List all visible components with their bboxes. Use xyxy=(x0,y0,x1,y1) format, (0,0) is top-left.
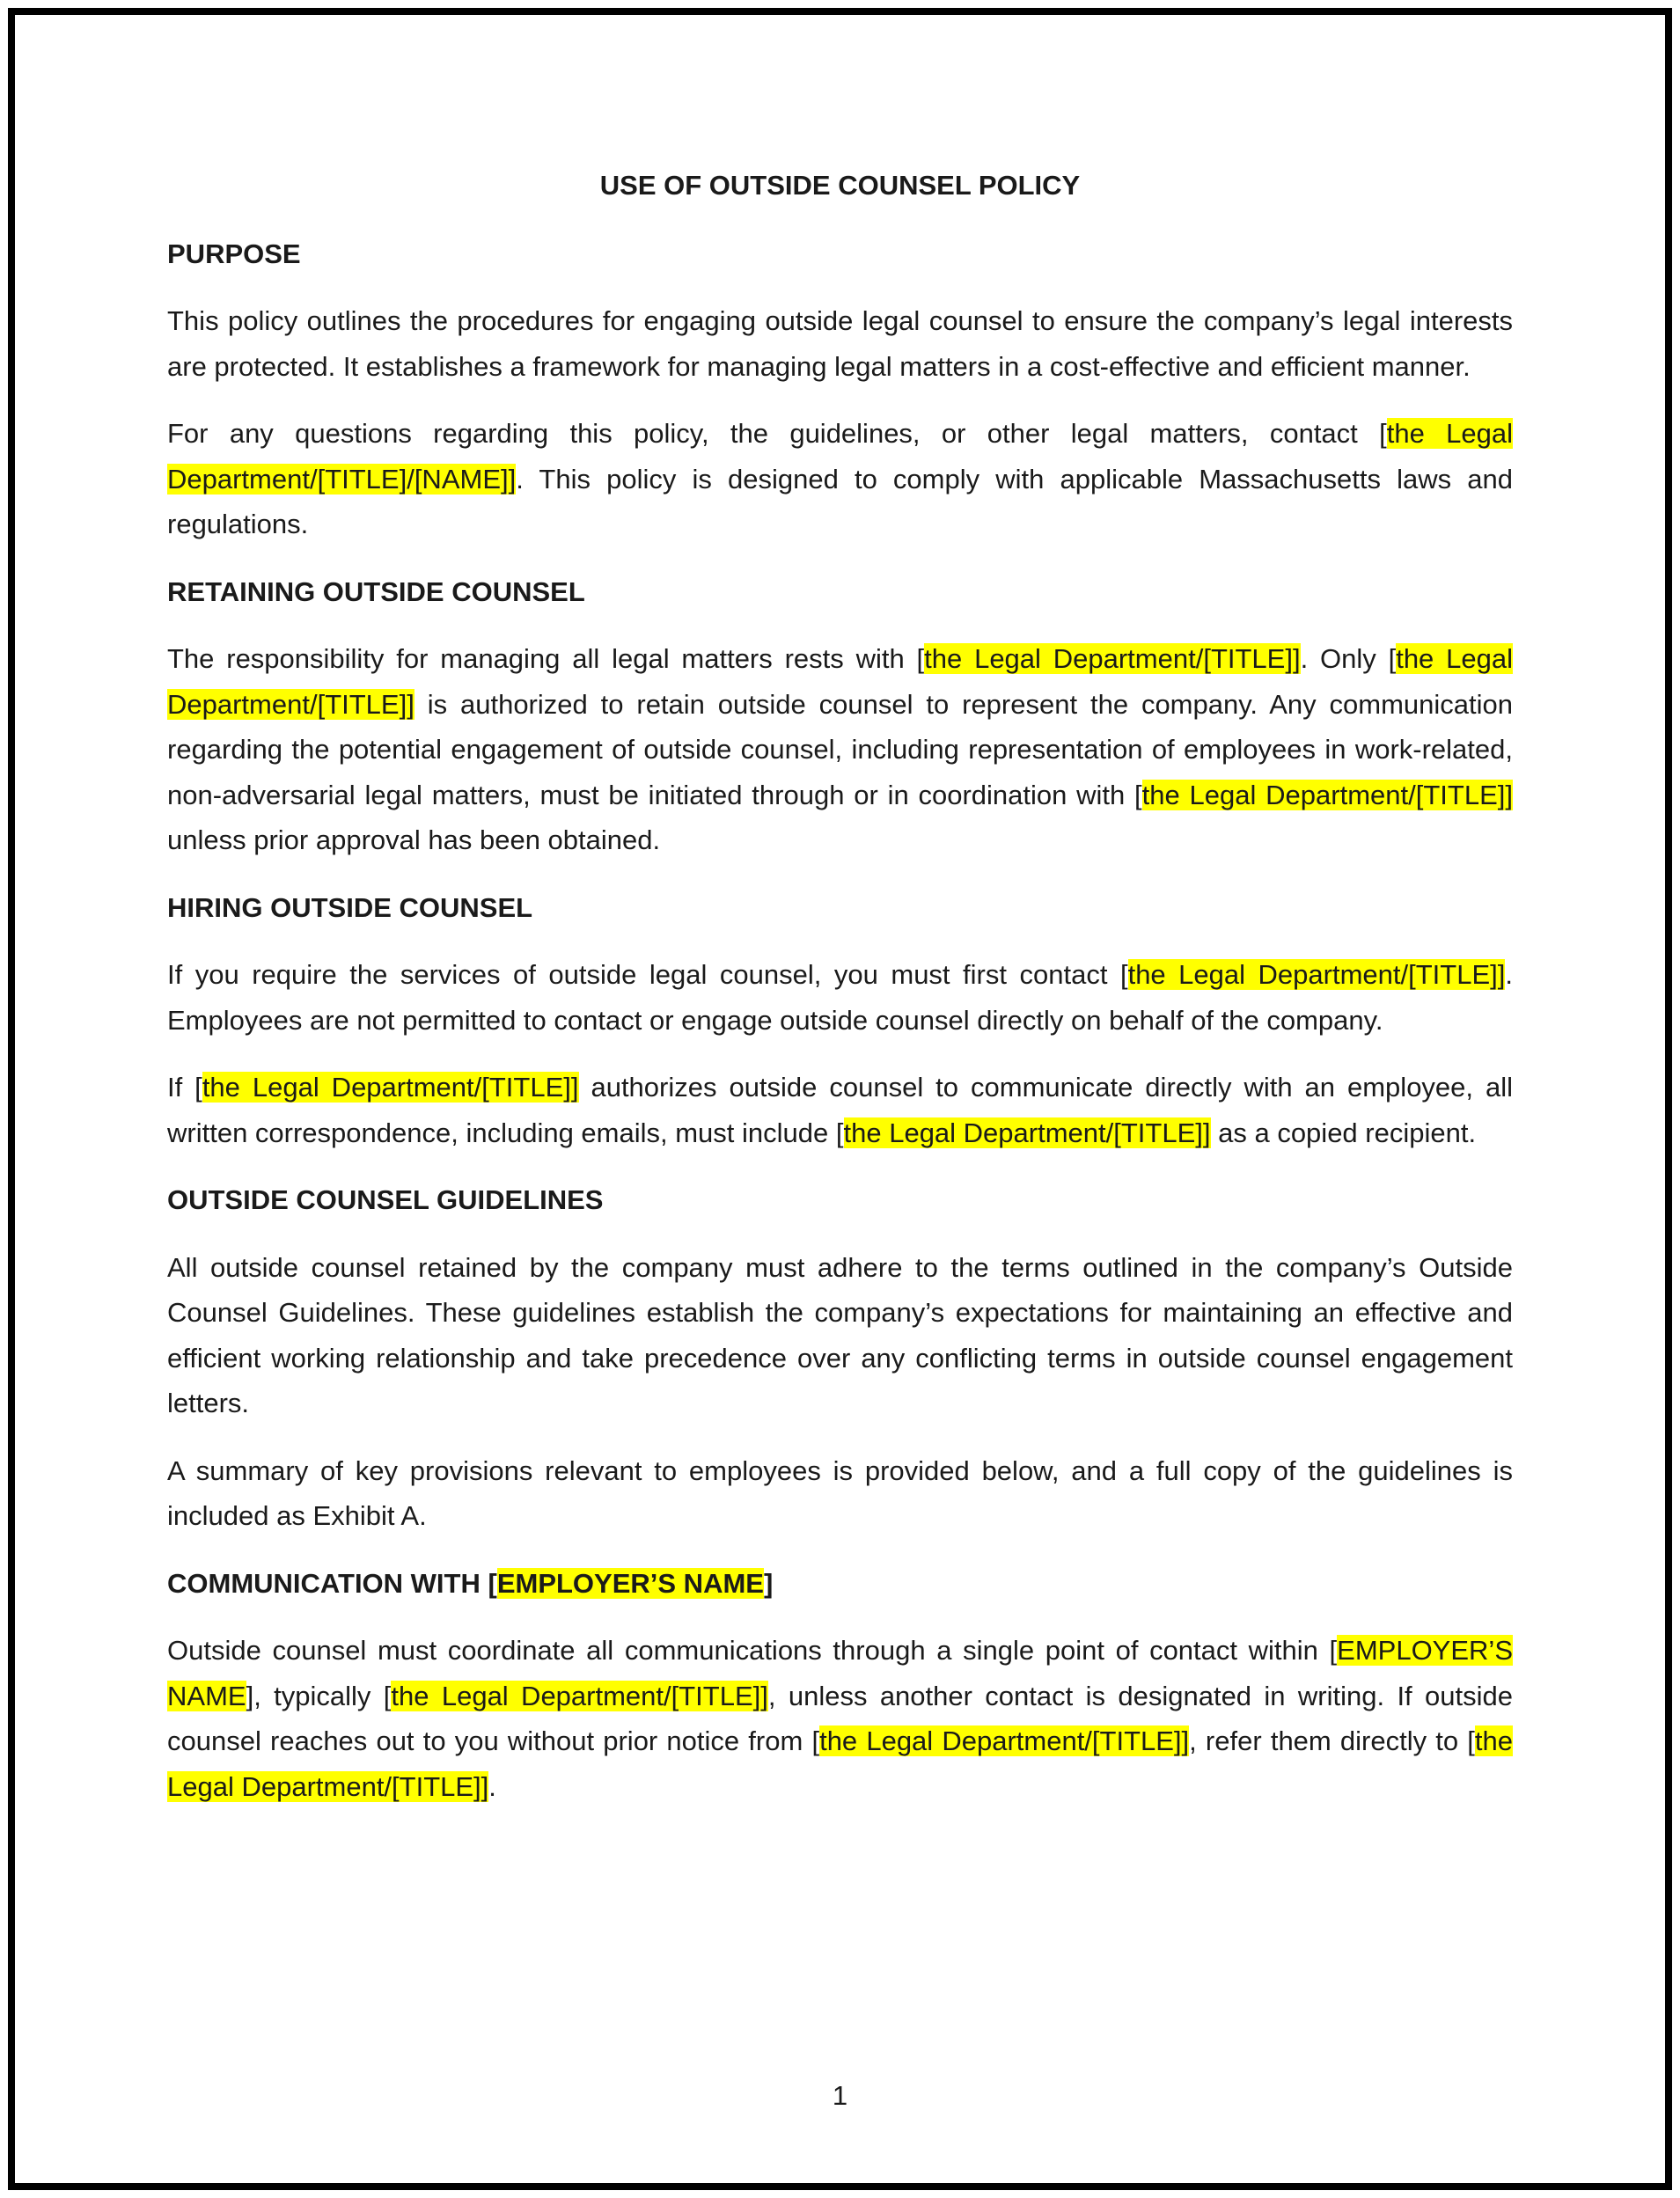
text-run: If [ xyxy=(167,1072,202,1103)
text-run: as a copied recipient. xyxy=(1210,1117,1477,1148)
highlighted-placeholder: EMPLOYER’S NAME xyxy=(496,1567,764,1599)
highlighted-placeholder: the Legal Department/[TITLE]] xyxy=(924,643,1301,674)
highlighted-placeholder: the Legal Department/[TITLE]] xyxy=(167,643,1513,720)
body-paragraph xyxy=(167,1448,1513,1539)
highlighted-placeholder: the Legal Department/[TITLE]] xyxy=(1141,779,1513,810)
section-heading xyxy=(167,569,1513,615)
text-run: ] xyxy=(763,1567,774,1599)
highlighted-placeholder: the Legal Department/[TITLE]] xyxy=(167,1725,1513,1802)
body-paragraph xyxy=(167,952,1513,1043)
text-run: . xyxy=(488,1770,496,1802)
body-paragraph xyxy=(167,411,1513,547)
section-heading xyxy=(167,885,1513,931)
body-paragraph xyxy=(167,1628,1513,1809)
text-run: , refer them directly to [ xyxy=(1189,1725,1475,1756)
highlighted-placeholder: the Legal Department/[TITLE]] xyxy=(819,1725,1190,1756)
highlighted-placeholder: the Legal Department/[TITLE]] xyxy=(202,1072,579,1103)
text-run: RETAINING OUTSIDE COUNSEL xyxy=(167,575,585,607)
text-run: For any questions regarding this policy, the guidelines, or other legal matters, contact [ xyxy=(167,418,1387,449)
document-content xyxy=(167,163,1513,1831)
text-run: COMMUNICATION WITH [ xyxy=(167,1567,497,1599)
section-heading xyxy=(167,1177,1513,1223)
text-run: OUTSIDE COUNSEL GUIDELINES xyxy=(167,1184,604,1215)
text-run: authorizes outside counsel to communicate directly with an employee, all written correspondence, including emails, must include [ xyxy=(167,1072,1514,1148)
body-paragraph xyxy=(167,1245,1513,1426)
text-run: is authorized to retain outside counsel to represent the company. Any communication regarding the potential engagement of outside counsel, including representation of employees in work-related, non-adversarial legal matters, must be initiated through or in coordination with [ xyxy=(167,688,1513,810)
text-run: . Employees are not permitted to contact or engage outside counsel directly on behalf of the company. xyxy=(167,959,1513,1036)
highlighted-placeholder: the Legal Department/[TITLE]] xyxy=(391,1680,768,1711)
highlighted-placeholder: the Legal Department/[TITLE]] xyxy=(1127,959,1506,990)
text-run: If you require the services of outside legal counsel, you must first contact [ xyxy=(167,959,1128,990)
text-run: ], typically [ xyxy=(246,1680,392,1711)
document-body xyxy=(167,231,1513,1810)
text-run: , unless another contact is designated in writing. If outside counsel reaches out to you without prior notice from [ xyxy=(167,1680,1513,1756)
text-run: The responsibility for managing all legal matters rests with [ xyxy=(167,643,925,674)
highlighted-placeholder: EMPLOYER’S NAME xyxy=(167,1635,1513,1711)
text-run: . This policy is designed to comply with applicable Massachusetts laws and regulations. xyxy=(167,463,1513,539)
section-heading xyxy=(167,1561,1513,1607)
page-number: 1 xyxy=(832,2080,848,2111)
text-run: . Only [ xyxy=(1300,643,1397,674)
text-run: A summary of key provisions relevant to employees is provided below, and a full copy of the guidelines is included as Exhibit A. xyxy=(167,1454,1513,1531)
text-run: This policy outlines the procedures for engaging outside legal counsel to ensure the company’s legal interests are protected. It establishes a framework for managing legal matters in a cost-effective and efficient manner. xyxy=(167,305,1513,382)
text-run: unless prior approval has been obtained. xyxy=(167,824,661,855)
section-heading xyxy=(167,231,1513,277)
text-run: Outside counsel must coordinate all communications through a single point of contact within [ xyxy=(167,1635,1338,1666)
body-paragraph xyxy=(167,1065,1513,1155)
text-run: PURPOSE xyxy=(167,238,301,269)
text-run: HIRING OUTSIDE COUNSEL xyxy=(167,891,533,923)
document-title: USE OF OUTSIDE COUNSEL POLICY xyxy=(599,170,1081,201)
highlighted-placeholder: the Legal Department/[TITLE]] xyxy=(843,1117,1211,1148)
highlighted-placeholder: the Legal Department/[TITLE]/[NAME]] xyxy=(167,418,1514,495)
text-run: All outside counsel retained by the company must adhere to the terms outlined in the company’s Outside Counsel Guidelines. These guidelines establish the company’s expectations for maintaining an effective and efficient working relationship and take precedence over any conflicting terms in outside counsel engagement letters. xyxy=(167,1251,1513,1418)
body-paragraph xyxy=(167,636,1513,863)
body-paragraph xyxy=(167,298,1513,389)
